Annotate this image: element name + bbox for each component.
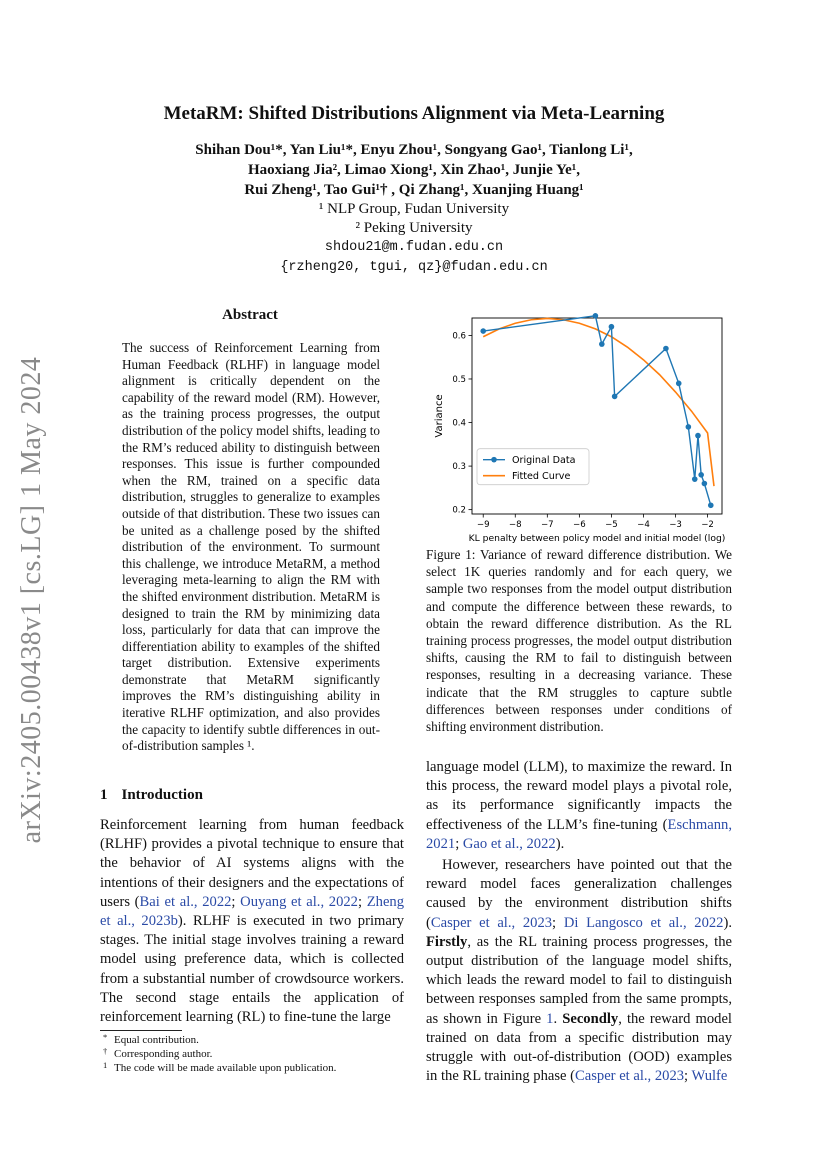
y-tick-label: 0.2 [452, 505, 466, 516]
footnote-equal [103, 1032, 336, 1047]
x-tick-label: −8 [508, 520, 522, 530]
text-run: ; [684, 1068, 692, 1085]
footnote-mark: 1 [103, 1060, 108, 1071]
original-data-point [676, 381, 682, 387]
figure-ref-link[interactable]: 1 [546, 1010, 554, 1027]
abstract-heading: Abstract [222, 307, 278, 323]
footnote-corresponding [103, 1046, 336, 1061]
original-data-point [593, 313, 599, 319]
y-tick-label: 0.6 [452, 331, 466, 342]
x-tick-label: −7 [540, 520, 554, 530]
axis-ticks [452, 331, 714, 530]
text-run: However, researchers have pointed out that the reward model faces generalization challenges caused by the environment distribution shifts ( [426, 857, 732, 931]
citation-link[interactable]: Ouyang et al., 2022 [240, 893, 358, 910]
section-number: 1 [100, 787, 108, 803]
x-tick-label: −9 [476, 520, 490, 530]
authors-line-3: Rui Zheng¹, Tao Gui¹† , Qi Zhang¹, Xuanjing Huang¹ [244, 182, 584, 198]
original-data-point [609, 324, 615, 330]
text-run: language model (LLM), to maximize the reward. In this process, the reward model plays a pivotal role, as its performance significantly impacts the effectiveness of the LLM’s fine-tuning ( [426, 759, 732, 833]
text-run: ; [455, 835, 463, 852]
footnote-mark: * [103, 1032, 108, 1042]
text-run: ). [723, 914, 732, 931]
footnote-code [103, 1060, 337, 1075]
original-data-point [708, 502, 714, 508]
email-2[interactable]: {rzheng20, tgui, qz}@fudan.edu.cn [280, 260, 548, 275]
citation-link[interactable]: Di Langosco et al., 2022 [563, 914, 724, 931]
text-run: ; [357, 893, 367, 910]
footnote-rule [100, 1030, 182, 1031]
x-tick-label: −3 [669, 520, 682, 530]
footnote-mark: † [103, 1046, 108, 1057]
footnote-text: Equal contribution. [114, 1034, 199, 1046]
arxiv-id: arXiv:2405.00438v1 [cs.LG] 1 May 2024 [16, 356, 47, 844]
x-axis-label: KL penalty between policy model and initial model (log) [468, 533, 726, 544]
original-data-point [599, 341, 605, 347]
intro-paragraph [100, 816, 404, 1027]
text-run: Reinforcement learning from human feedback (RLHF) provides a pivotal technique to ensure that the behavior of AI systems aligns with the intentions of their designers and the expectations of users ( [100, 817, 404, 910]
paper-title: MetaRM: Shifted Distributions Alignment via Meta-Learning [163, 103, 665, 124]
text-run: ). [555, 835, 565, 852]
original-data-point [692, 476, 698, 482]
paragraph [426, 758, 732, 854]
original-data-point [698, 472, 704, 478]
right-column-text [426, 758, 732, 1086]
text-run: ; [231, 893, 241, 910]
citation-link[interactable]: Zheng et al., 2023b [100, 893, 405, 930]
legend [477, 449, 589, 485]
citation-link[interactable]: Casper et al., 2023 [575, 1068, 685, 1085]
x-tick-label: −2 [701, 520, 714, 530]
bold-run: Secondly [562, 1010, 619, 1027]
citation-link[interactable]: Bai et al., 2022 [139, 893, 232, 910]
original-data-point [663, 346, 669, 352]
text-run: . [553, 1010, 563, 1027]
variance-chart [428, 306, 734, 544]
text-run: , the reward model trained on data from a specific distribution may struggle with out-of-distribution (OOD) examples in the RL training phase ( [426, 1010, 732, 1085]
email-1[interactable]: shdou21@m.fudan.edu.cn [324, 240, 504, 255]
affiliation-1: ¹ NLP Group, Fudan University [318, 201, 510, 217]
original-data-point [686, 424, 692, 430]
text-run: , as the RL training process progresses, the output distribution of the language model shifts, which leads the reward model to fail to distinguish between responses sampled from the same prompts, as shown in Figure [426, 933, 732, 1027]
original-data-point [702, 481, 708, 487]
affiliation-2: ² Peking University [355, 220, 473, 236]
authors-line-2: Haoxiang Jia², Limao Xiong¹, Xin Zhao¹, Junjie Ye¹, [247, 162, 581, 178]
section-heading-introduction [100, 787, 203, 804]
x-tick-label: −4 [637, 520, 650, 530]
text-run: ; [552, 914, 564, 931]
abstract-text: The success of Reinforcement Learning from Human Feedback (RLHF) in language model alignment is critically dependent on the capability of the reward model (RM). However, as the training process progresses, the output distribution of the policy model shifts, leading to the RM’s reduced ability to distinguish between responses. This issue is further compounded when the RM, trained on a specific data distribution, struggles to generalize to examples outside of that distribution. These two issues can be united as a challenge posed by the shifted distribution of the environment. To surmount this challenge, we introduce MetaRM, a method leveraging meta-learning to align the RM with the shifted environment distribution. MetaRM is designed to train the RM by minimizing data loss, particularly for data that can improve the differentiation ability to examples of the shifted target distribution. Extensive experiments demonstrate that MetaRM significantly improves the RM’s distinguishing ability in iterative RLHF optimization, and also provides the capacity to identify subtle differences in out-of-distribution samples ¹. [122, 340, 380, 754]
legend-label-fitted: Fitted Curve [512, 471, 571, 483]
citation-link[interactable]: Casper et al., 2023 [430, 914, 553, 931]
footnote-text: The code will be made available upon publication. [114, 1062, 337, 1075]
footnotes [103, 1032, 337, 1076]
paragraph [426, 856, 732, 1086]
section-title: Introduction [121, 787, 203, 803]
x-tick-label: −6 [573, 520, 586, 530]
authors-line-1: Shihan Dou¹*, Yan Liu¹*, Enyu Zhou¹, Songyang Gao¹, Tianlong Li¹, [195, 142, 633, 158]
bold-run: Firstly [426, 933, 468, 950]
y-tick-label: 0.3 [452, 462, 466, 473]
legend-label-original: Original Data [512, 455, 576, 467]
original-data-point [612, 394, 618, 400]
original-data-point [480, 328, 486, 334]
arxiv-watermark [12, 356, 52, 844]
y-axis-label: Variance [434, 394, 445, 438]
figure-caption: Figure 1: Variance of reward difference distribution. We select 1K queries randomly and for each query, we sample two responses from the model output distribution and compute the difference between these rewards, to obtain the reward difference distribution. As the RL training process progresses, the model output distribution shifts, causing the RM to fail to distinguish between responses, resulting in a decreasing variance. These indicate that the RM struggles to capture subtle differences between responses under conditions of shifting environment distribution. [426, 547, 732, 735]
legend-marker-original [491, 457, 497, 463]
y-tick-label: 0.4 [452, 418, 466, 429]
x-tick-label: −5 [605, 520, 618, 530]
y-tick-label: 0.5 [452, 374, 466, 385]
citation-link[interactable]: Eschmann, 2021 [426, 816, 732, 852]
footnote-text: Corresponding author. [114, 1048, 213, 1061]
original-data-point [695, 433, 701, 439]
citation-link[interactable]: Gao et al., 2022 [462, 835, 556, 852]
text-run: ). RLHF is executed in two primary stages. The initial stage involves training a reward model using preference data, which is collected from a substantial number of crowdsource workers. The second stage entails the application of reinforcement learning (RL) to fine-tune the large [100, 913, 404, 1026]
citation-link[interactable]: Wulfe [691, 1068, 728, 1085]
